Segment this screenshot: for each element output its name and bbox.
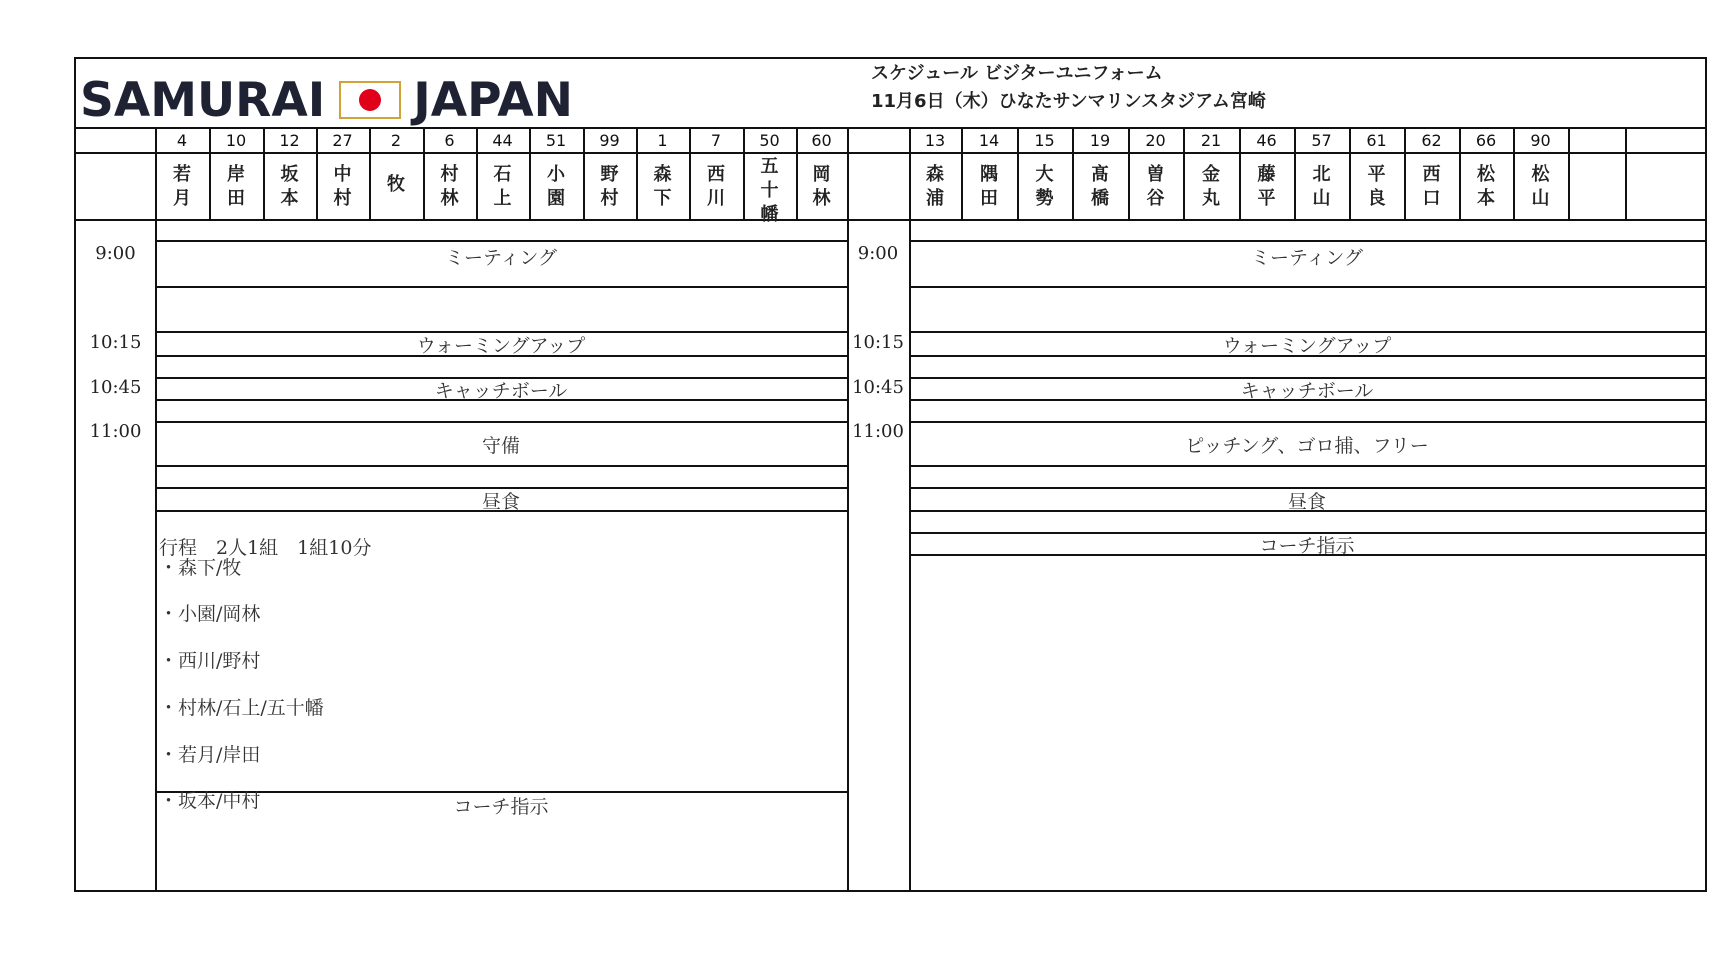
player-number: 1 <box>657 131 668 150</box>
itinerary-pair: ・西川/野村 <box>159 650 261 672</box>
player-name: 石 上 <box>493 164 512 209</box>
itinerary-pair: ・村林/石上/五十幡 <box>159 697 324 719</box>
player-name: 坂 本 <box>280 164 299 209</box>
player-name: 森 下 <box>653 164 672 209</box>
samurai-japan-logo <box>80 65 573 135</box>
logo-japan-text: JAPAN <box>413 72 573 128</box>
grid-line <box>155 465 847 467</box>
player-name: 牧 <box>387 174 405 195</box>
itinerary-pair: ・坂本/中村 <box>159 790 261 812</box>
schedule-title: スケジュール ビジターユニフォーム <box>871 63 1163 84</box>
grid-line <box>1568 127 1570 219</box>
itinerary-pair: ・若月/岸田 <box>159 744 261 766</box>
player-number: 61 <box>1366 131 1387 150</box>
activity-label: ミーティング <box>1250 247 1364 269</box>
schedule-sheet <box>74 57 1707 892</box>
activity-label: コーチ指示 <box>1259 535 1355 557</box>
activity-label: ウォーミングアップ <box>1222 335 1392 357</box>
grid-line <box>155 421 847 423</box>
player-number: 19 <box>1089 131 1111 150</box>
player-number: 13 <box>924 131 946 150</box>
player-number: 50 <box>759 131 780 150</box>
player-number: 44 <box>492 131 513 150</box>
player-name: 中 村 <box>333 164 352 209</box>
player-number: 14 <box>978 131 1000 150</box>
schedule-subtitle: 11月6日（木）ひなたサンマリンスタジアム宮崎 <box>871 91 1266 112</box>
time-label: 10:45 <box>89 377 142 398</box>
player-number: 10 <box>225 131 247 150</box>
player-name: 西 川 <box>707 164 725 209</box>
activity-label: ピッチング、ゴロ捕、フリー <box>1185 435 1429 457</box>
time-label: 9:00 <box>857 243 899 264</box>
player-name: 藤 平 <box>1257 164 1276 209</box>
player-name: 曽 谷 <box>1146 164 1165 209</box>
player-number: 57 <box>1311 131 1332 150</box>
player-name: 野 村 <box>600 164 619 209</box>
time-label: 11:00 <box>89 421 142 442</box>
player-number: 99 <box>599 131 620 150</box>
time-label: 10:45 <box>852 377 904 398</box>
activity-label: 昼食 <box>1287 490 1326 513</box>
player-name: 五 十 幡 <box>760 156 779 225</box>
player-name: 平 良 <box>1367 164 1386 209</box>
player-number: 4 <box>176 131 188 150</box>
player-name: 髙 橋 <box>1091 164 1109 209</box>
player-name: 村 林 <box>440 164 459 209</box>
player-name: 岡 林 <box>812 164 831 209</box>
player-number: 6 <box>444 131 455 150</box>
activity-label: 昼食 <box>481 490 520 513</box>
player-number: 51 <box>545 131 567 150</box>
player-name: 大 勢 <box>1035 164 1054 209</box>
player-name: 小 園 <box>547 164 565 209</box>
activity-label: キャッチボール <box>1240 380 1374 402</box>
player-number: 21 <box>1200 131 1222 150</box>
player-name: 金 丸 <box>1202 164 1220 209</box>
grid-line <box>909 286 1705 288</box>
logo-samurai-text: SAMURAI <box>80 72 326 128</box>
player-number: 20 <box>1145 131 1166 150</box>
grid-line <box>909 240 1705 242</box>
grid-line <box>909 465 1705 467</box>
itinerary-pair: ・森下/牧 <box>159 557 242 579</box>
activity-label: キャッチボール <box>434 380 568 402</box>
time-label: 9:00 <box>95 243 136 264</box>
player-number: 15 <box>1034 131 1055 150</box>
player-number: 12 <box>279 131 300 150</box>
activity-label: ミーティング <box>444 247 558 269</box>
player-number: 2 <box>390 131 402 150</box>
grid-line <box>909 421 1705 423</box>
player-name: 森 浦 <box>926 164 944 209</box>
activity-label: コーチ指示 <box>453 796 549 818</box>
player-number: 7 <box>710 131 722 150</box>
time-label: 11:00 <box>852 421 904 442</box>
grid-line <box>847 127 849 219</box>
japan-flag-icon <box>339 81 401 119</box>
grid-line <box>847 127 849 890</box>
activity-label: 守備 <box>481 435 520 457</box>
player-number: 46 <box>1256 131 1277 150</box>
time-label: 10:15 <box>852 332 904 353</box>
player-number: 27 <box>332 131 353 150</box>
player-name: 若 月 <box>173 164 191 209</box>
activity-label: ウォーミングアップ <box>416 335 586 357</box>
grid-line <box>155 240 847 242</box>
player-name: 隅 田 <box>980 164 998 209</box>
grid-line <box>155 286 847 288</box>
player-name: 北 山 <box>1312 164 1331 209</box>
itinerary-heading: 行程 2人1組 1組10分 <box>159 537 372 559</box>
player-name: 岸 田 <box>227 164 245 209</box>
player-number: 60 <box>811 131 832 150</box>
player-name: 松 山 <box>1531 164 1550 209</box>
player-name: 西 口 <box>1422 164 1441 209</box>
player-number: 62 <box>1421 131 1442 150</box>
time-label: 10:15 <box>89 332 142 353</box>
player-number: 66 <box>1475 131 1497 150</box>
itinerary-pair: ・小園/岡林 <box>159 603 261 625</box>
player-number: 90 <box>1530 131 1551 150</box>
player-name: 松 本 <box>1477 164 1495 209</box>
name-row-divider <box>76 219 1705 221</box>
grid-line <box>1625 127 1627 219</box>
time-column-divider <box>155 219 157 890</box>
